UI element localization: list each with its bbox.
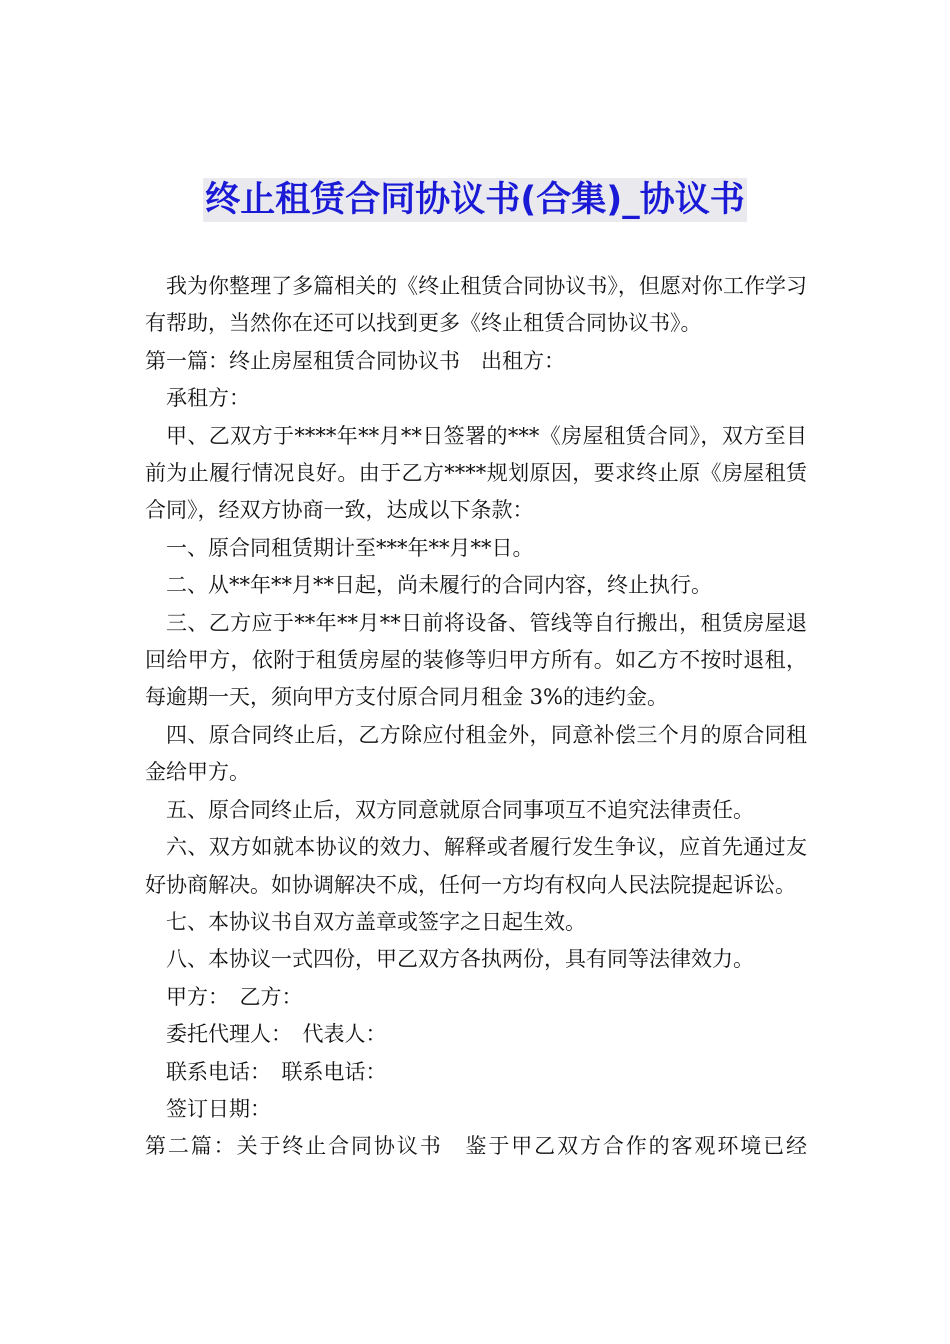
- clause-4: 四、原合同终止后，乙方除应付租金外，同意补偿三个月的原合同租金给甲方。: [145, 722, 807, 785]
- clause-7: 七、本协议书自双方盖章或签字之日起生效。: [166, 909, 586, 934]
- signature-phone-line: 联系电话： 联系电话：: [166, 1059, 387, 1084]
- signature-party-line: 甲方： 乙方：: [166, 984, 303, 1009]
- document-body: [145, 268, 807, 1166]
- clause-3: 三、乙方应于**年**月**日前将设备、管线等自行搬出，租赁房屋退回给甲方，依附于租赁房屋的装修等归甲方所有。如乙方不按时退租，每逾期一天，须向甲方支付原合同月租金 3%的违约金。: [145, 610, 807, 710]
- title-container: [0, 178, 950, 222]
- clause-8: 八、本协议一式四份，甲乙双方各执两份，具有同等法律效力。: [166, 947, 754, 972]
- lessee-line: 承租方：: [166, 386, 250, 411]
- document-title: 终止租赁合同协议书(合集)_协议书: [205, 180, 745, 220]
- preamble-paragraph: 甲、乙双方于****年**月**日签署的***《房屋租赁合同》，双方至目前为止履行情况良好。由于乙方****规划原因，要求终止原《房屋租赁合同》，经双方协商一致，达成以下条款：: [145, 423, 807, 523]
- clause-2: 二、从**年**月**日起，尚未履行的合同内容，终止执行。: [166, 573, 712, 598]
- signature-date-line: 签订日期：: [166, 1096, 271, 1121]
- section-two-heading: 第二篇：关于终止合同协议书 鉴于甲乙双方合作的客观环境已经: [145, 1134, 807, 1159]
- clause-1: 一、原合同租赁期计至***年**月**日。: [166, 535, 534, 560]
- intro-paragraph: 我为你整理了多篇相关的《终止租赁合同协议书》，但愿对你工作学习有帮助，当然你在还可以找到更多《终止租赁合同协议书》。: [145, 274, 807, 336]
- signature-agent-line: 委托代理人： 代表人：: [166, 1022, 387, 1047]
- section-one-heading: 第一篇：终止房屋租赁合同协议书 出租方：: [145, 348, 565, 373]
- clause-5: 五、原合同终止后，双方同意就原合同事项互不追究法律责任。: [166, 797, 754, 822]
- clause-6: 六、双方如就本协议的效力、解释或者履行发生争议，应首先通过友好协商解决。如协调解决不成，任何一方均有权向人民法院提起诉讼。: [145, 835, 807, 897]
